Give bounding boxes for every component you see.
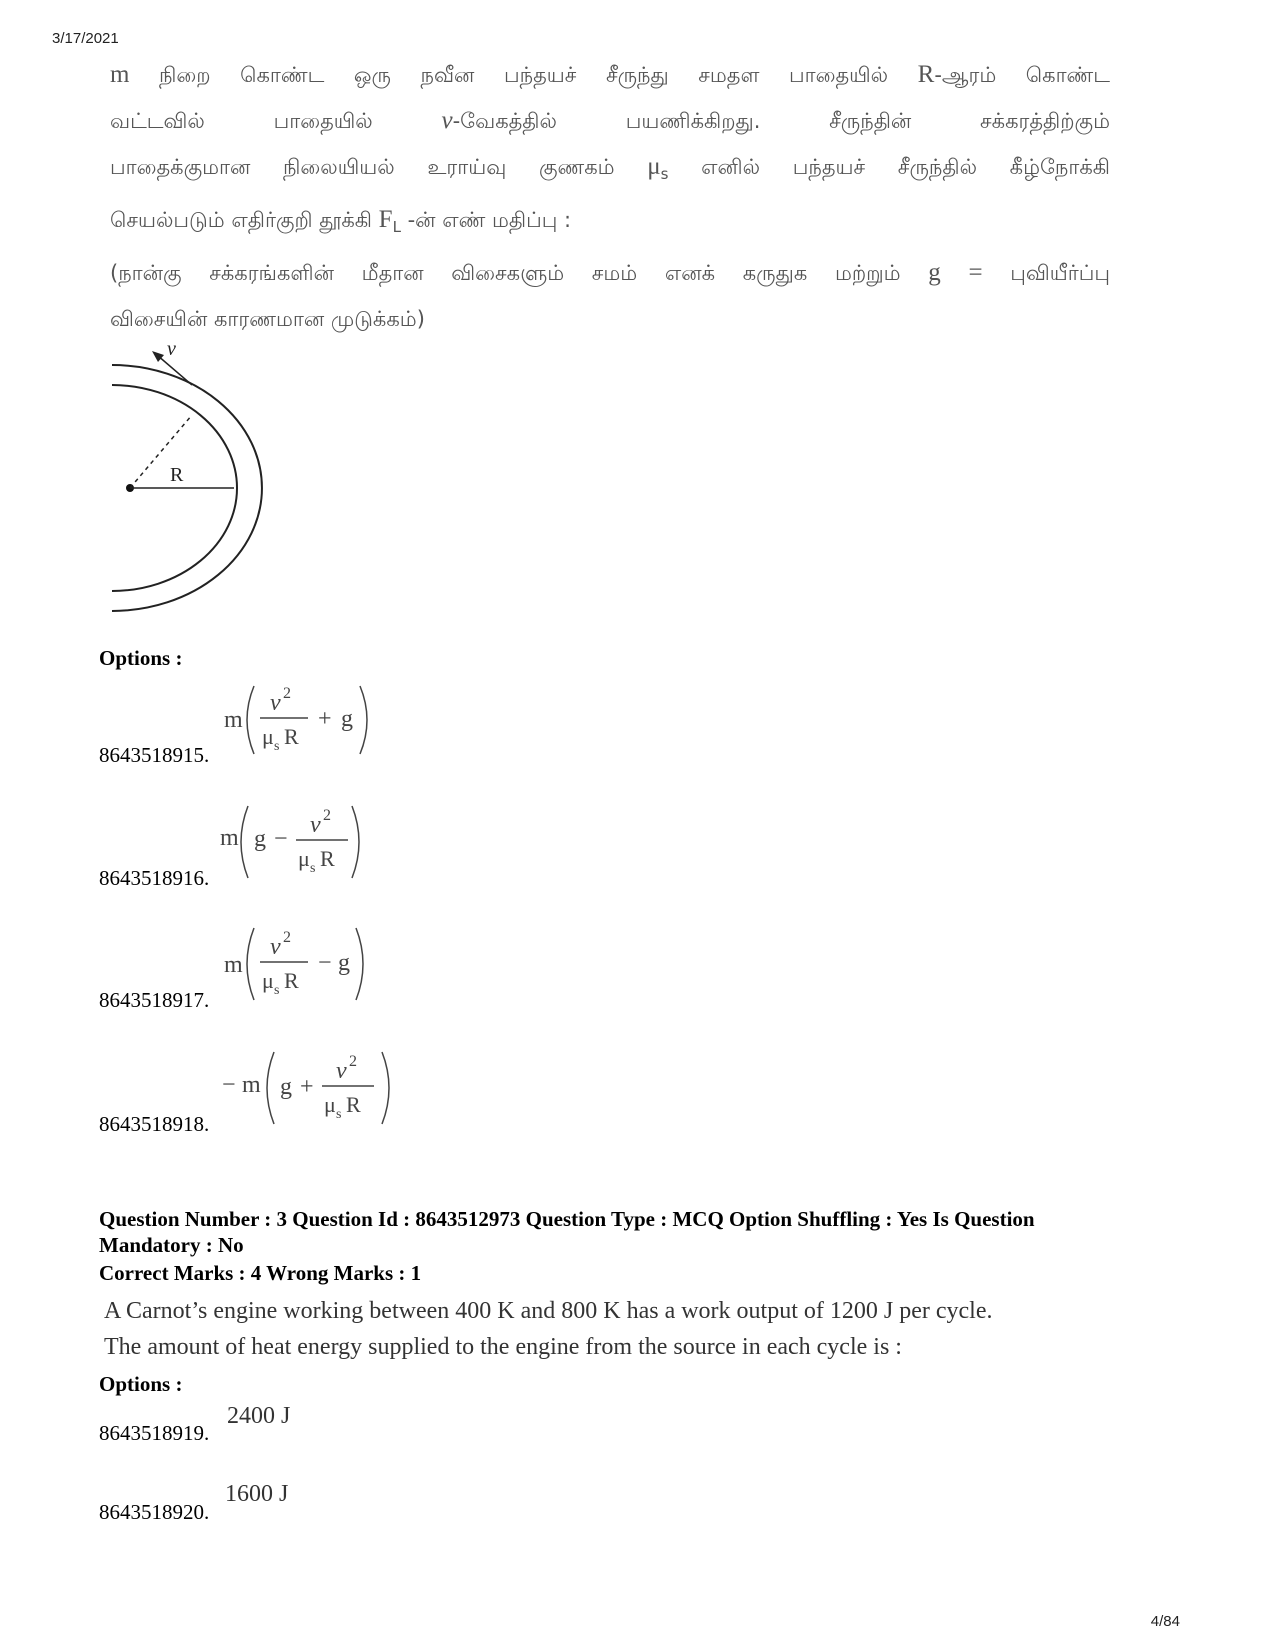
velocity-label: v bbox=[167, 338, 176, 360]
option-value: 2400 J bbox=[227, 1403, 291, 1429]
svg-text:g: g bbox=[280, 1074, 292, 1100]
svg-text:s: s bbox=[274, 739, 280, 754]
option-formula bbox=[222, 1048, 412, 1128]
svg-text:v: v bbox=[310, 812, 321, 838]
svg-text:μ: μ bbox=[298, 846, 310, 871]
radius-label: R bbox=[170, 464, 184, 486]
symbol-eq: = bbox=[968, 259, 983, 287]
svg-text:R: R bbox=[346, 1092, 361, 1117]
svg-text:v: v bbox=[336, 1058, 347, 1084]
svg-text:μ: μ bbox=[262, 724, 274, 749]
svg-text:+: + bbox=[318, 706, 332, 732]
option-id: 8643518915. bbox=[99, 743, 210, 767]
svg-text:g: g bbox=[254, 826, 266, 852]
symbol-g: g bbox=[928, 259, 941, 287]
symbol-F-sub: L bbox=[392, 218, 401, 237]
svg-text:R: R bbox=[284, 968, 299, 993]
option-id: 8643518918. bbox=[99, 1112, 210, 1136]
svg-text:2: 2 bbox=[283, 929, 291, 946]
options-label: Options : bbox=[99, 1372, 183, 1396]
print-date: 3/17/2021 bbox=[52, 30, 119, 47]
symbol-mu-sub: s bbox=[660, 165, 669, 184]
option-id: 8643518920. bbox=[99, 1500, 210, 1524]
svg-text:s: s bbox=[336, 1107, 342, 1122]
svg-text:μ: μ bbox=[324, 1092, 336, 1117]
symbol-F: F bbox=[378, 206, 393, 234]
question-2-text bbox=[110, 52, 1110, 342]
question-3-header bbox=[99, 1206, 1139, 1258]
q2-line: -வேகத்தில் பயணிக்கிறது. சீருந்தின் சக்கரத்திற்கும் bbox=[452, 109, 1110, 133]
symbol-R: R bbox=[917, 61, 935, 88]
svg-text:v: v bbox=[270, 690, 281, 716]
svg-text:−: − bbox=[274, 826, 288, 852]
svg-text:−: − bbox=[318, 950, 332, 976]
page-number: 4/84 bbox=[1150, 1613, 1180, 1630]
question-3-text bbox=[104, 1293, 1144, 1365]
q2-line: -ஆரம் கொண்ட bbox=[934, 63, 1110, 87]
question-3-header-line: Question Number : 3 Question Id : 8643512973 Question Type : MCQ Option Shuffling : Yes Is Question bbox=[99, 1207, 1035, 1231]
svg-text:s: s bbox=[310, 861, 316, 876]
symbol-mu: μ bbox=[647, 153, 661, 180]
option-formula bbox=[220, 802, 380, 882]
svg-text:m: m bbox=[242, 1072, 261, 1098]
options-label: Options : bbox=[99, 646, 183, 670]
q2-line: நிறை கொண்ட ஒரு நவீன பந்தயச் சீருந்து சமதள பாதையில் bbox=[159, 63, 918, 87]
question-3-marks: Correct Marks : 4 Wrong Marks : 1 bbox=[99, 1261, 422, 1285]
svg-text:R: R bbox=[320, 846, 335, 871]
q2-line: (நான்கு சக்கரங்களின் மீதான விசைகளும் சமம் எனக் கருதுக மற்றும் bbox=[110, 261, 929, 286]
symbol-v: v bbox=[441, 107, 453, 134]
svg-text:v: v bbox=[270, 934, 281, 960]
q2-line: எனில் பந்தயச் சீருந்தில் கீழ்நோக்கி bbox=[668, 155, 1110, 179]
svg-text:2: 2 bbox=[283, 685, 291, 702]
q2-line: புவியீர்ப்பு bbox=[1010, 261, 1110, 286]
q2-line: செயல்படும் எதிர்குறி தூக்கி bbox=[110, 208, 379, 233]
q2-line: -ன் எண் மதிப்பு : bbox=[400, 208, 572, 233]
symbol-m: m bbox=[110, 61, 130, 88]
option-value: 1600 J bbox=[225, 1481, 289, 1507]
svg-text:μ: μ bbox=[262, 968, 274, 993]
q2-line: பாதைக்குமான நிலையியல் உராய்வு குணகம் bbox=[110, 155, 648, 179]
svg-text:R: R bbox=[284, 724, 299, 749]
option-id: 8643518916. bbox=[99, 866, 210, 890]
svg-text:2: 2 bbox=[323, 807, 331, 824]
question-3-text-line: A Carnot’s engine working between 400 K and 800 K has a work output of 1200 J per cycle. bbox=[104, 1298, 993, 1324]
q2-line: விசையின் காரணமான முடுக்கம்) bbox=[110, 307, 425, 332]
option-id: 8643518919. bbox=[99, 1421, 210, 1445]
svg-text:+: + bbox=[300, 1074, 314, 1100]
svg-text:m: m bbox=[220, 825, 239, 851]
question-3-header-line: Mandatory : No bbox=[99, 1233, 244, 1257]
svg-text:m: m bbox=[224, 952, 243, 978]
svg-text:g: g bbox=[338, 950, 350, 976]
svg-text:g: g bbox=[341, 706, 353, 732]
q2-line: வட்டவில் பாதையில் bbox=[110, 109, 442, 133]
option-formula bbox=[220, 680, 380, 760]
option-id: 8643518917. bbox=[99, 988, 210, 1012]
svg-text:m: m bbox=[224, 707, 243, 733]
svg-text:s: s bbox=[274, 983, 280, 998]
svg-text:−: − bbox=[222, 1072, 236, 1098]
svg-text:2: 2 bbox=[349, 1053, 357, 1070]
circular-track-diagram bbox=[100, 338, 300, 635]
option-formula bbox=[220, 924, 380, 1004]
question-3-text-line: The amount of heat energy supplied to the engine from the source in each cycle is : bbox=[104, 1334, 902, 1360]
